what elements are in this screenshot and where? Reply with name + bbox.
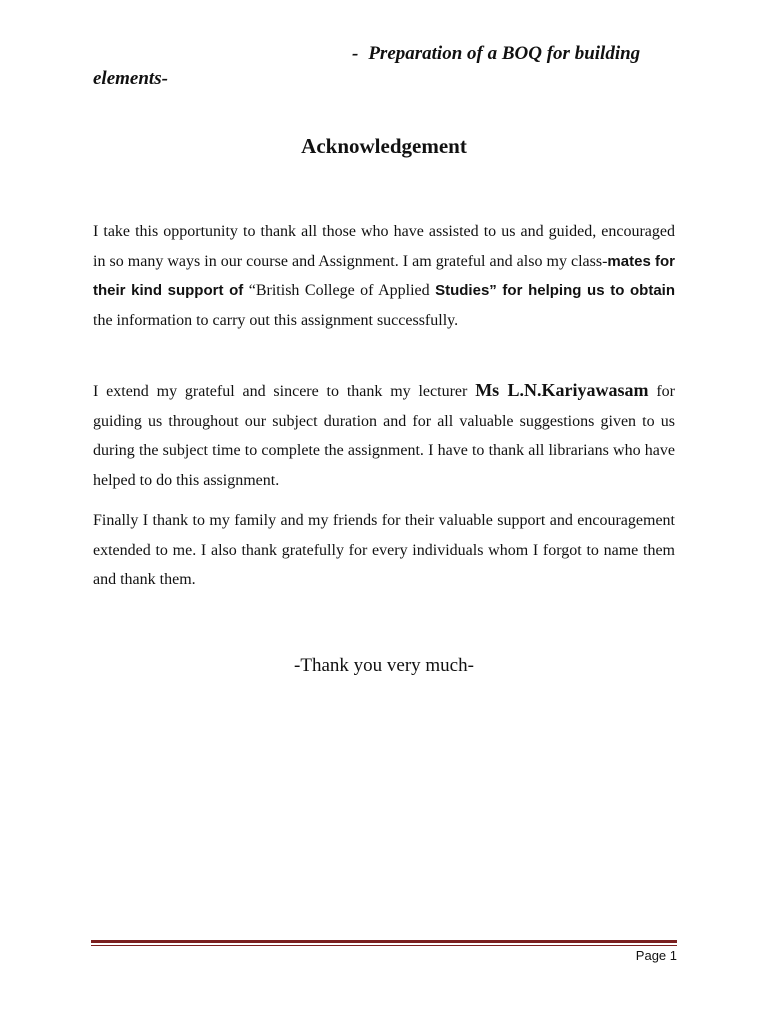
closing-line: -Thank you very much- [294, 655, 474, 676]
paragraph-2-text-b: for guiding us throughout our subject duration and for all valuable suggestions given to us during the subject time to complete the assignment. I have to thank all librarians who have helped to do this assignment. [93, 383, 676, 489]
paragraph-1-bold-b: Studies” for helping us to obtain [435, 282, 676, 299]
footer-divider-thick [91, 940, 677, 943]
running-header-line1 [352, 43, 640, 65]
header-dash: - [352, 43, 359, 64]
running-header-line2: elements- [93, 68, 168, 89]
footer-divider-thin [91, 945, 677, 946]
page-number: Page 1 [635, 948, 677, 963]
paragraph-1-text-b: “British College of Applied [243, 282, 436, 299]
paragraph-1-text-c: the information to carry out this assignment successfully. [93, 311, 459, 329]
paragraph-2 [93, 376, 675, 495]
paragraph-1-text-a: I take this opportunity to thank all those who have assisted to us and guided, encouraged in so many ways in our course and Assignment. I am grateful and also my class- [93, 223, 675, 270]
header-title-part1: Preparation of a BOQ for building [368, 43, 641, 64]
paragraph-3: Finally I thank to my family and my friends for their valuable support and encouragement extended to me. I also thank gratefully for every individuals whom I forgot to name them and thank them. [93, 512, 675, 588]
paragraph-1-bold-a: mates for their kind support of [93, 252, 675, 299]
paragraph-2-text-a: I extend my grateful and sincere to thank my lecturer [93, 383, 476, 400]
lecturer-name: Ms L.N.Kariyawasam [475, 380, 649, 400]
paragraph-1 [93, 217, 675, 335]
page-title: Acknowledgement [301, 134, 467, 158]
